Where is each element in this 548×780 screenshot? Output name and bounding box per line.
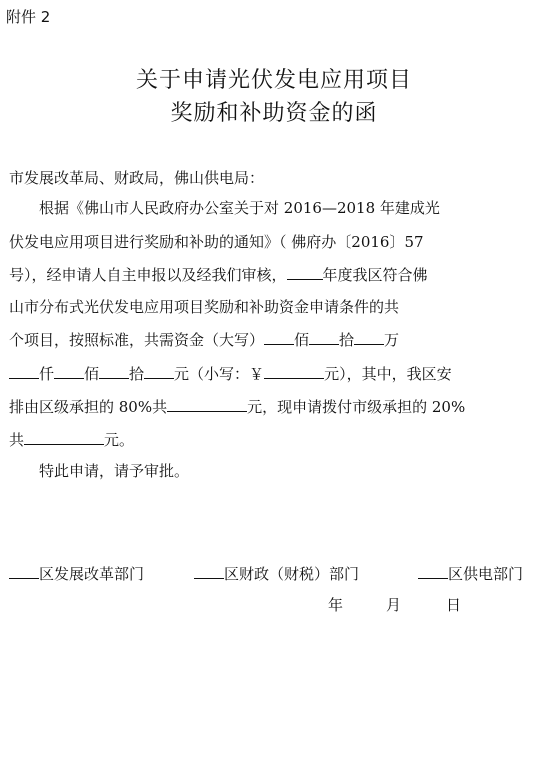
document-title-line-1: 关于申请光伏发电应用项目 [135, 68, 412, 93]
signature-dev-reform [9, 563, 144, 584]
finance-district-blank[interactable] [194, 563, 224, 579]
amount-numeric-blank[interactable] [264, 363, 324, 379]
dev-reform-district-blank[interactable] [9, 563, 39, 579]
signature-finance [194, 563, 359, 584]
addressee: 市发展改革局、财政局，佛山供电局： [9, 169, 265, 187]
power-district-blank[interactable] [418, 563, 448, 579]
amount-shi-wan-blank[interactable] [309, 329, 339, 345]
body-line-4-text: 山市分布式光伏发电应用项目奖励和补助资金申请条件的共 [9, 298, 400, 316]
attachment-label: 附件 2 [6, 8, 51, 26]
unit-qian: 仟 [39, 365, 55, 383]
district-share-blank[interactable] [167, 396, 247, 412]
signature-dev-reform-label: 区发展改革部门 [39, 565, 145, 583]
date-day: 日 [446, 596, 462, 614]
body-line-5-text-a: 个项目，按照标准，共需资金（大写） [9, 331, 265, 349]
body-line-6-text-d: 元（小写：￥ [174, 365, 265, 383]
body-line-4 [9, 297, 399, 317]
body-line-3-text-b: 年度我区符合佛 [322, 266, 428, 284]
body-line-6-text-e: 元），其中，我区安 [324, 365, 452, 383]
date-year: 年 [328, 596, 344, 614]
body-line-5 [9, 329, 399, 350]
year-blank[interactable] [287, 264, 323, 280]
body-line-2-text: 伏发电应用项目进行奖励和补助的通知》（ 佛府办〔2016〕57 [9, 233, 424, 251]
amount-wan-blank[interactable] [354, 329, 384, 345]
body-line-8-text-a: 共 [9, 431, 25, 449]
body-line-1 [39, 198, 440, 218]
body-line-7-text-a: 排由区级承担的 80%共 [9, 398, 168, 416]
amount-bai-wan-blank[interactable] [264, 329, 294, 345]
unit-bai-2: 佰 [84, 365, 100, 383]
body-line-6 [9, 363, 452, 384]
unit-wan: 万 [384, 331, 400, 349]
body-line-3-text-a: 号），经申请人自主申报以及经我们审核， [9, 266, 287, 284]
body-line-8-text-b: 元。 [104, 431, 135, 449]
amount-qian-blank[interactable] [9, 363, 39, 379]
amount-yuan-blank[interactable] [144, 363, 174, 379]
unit-bai-1: 佰 [294, 331, 310, 349]
unit-shi-2: 拾 [129, 365, 145, 383]
body-line-3 [9, 264, 428, 285]
amount-bai-blank[interactable] [54, 363, 84, 379]
body-line-8 [9, 429, 134, 450]
signature-power-label: 区供电部门 [448, 565, 524, 583]
signature-power [418, 563, 523, 584]
body-line-2 [9, 232, 424, 252]
unit-shi-1: 拾 [339, 331, 355, 349]
body-line-7 [9, 396, 465, 417]
signature-finance-label: 区财政（财税）部门 [224, 565, 360, 583]
city-share-blank[interactable] [24, 429, 104, 445]
body-line-7-text-b: 元，现申请拨付市级承担的 20% [247, 398, 466, 416]
date-month: 月 [386, 596, 402, 614]
closing-line: 特此申请，请予审批。 [39, 462, 190, 480]
document-title-line-2: 奖励和补助资金的函 [170, 101, 378, 126]
body-line-1-text: 根据《佛山市人民政府办公室关于对 2016—2018 年建成光 [39, 199, 440, 217]
amount-shi-blank[interactable] [99, 363, 129, 379]
